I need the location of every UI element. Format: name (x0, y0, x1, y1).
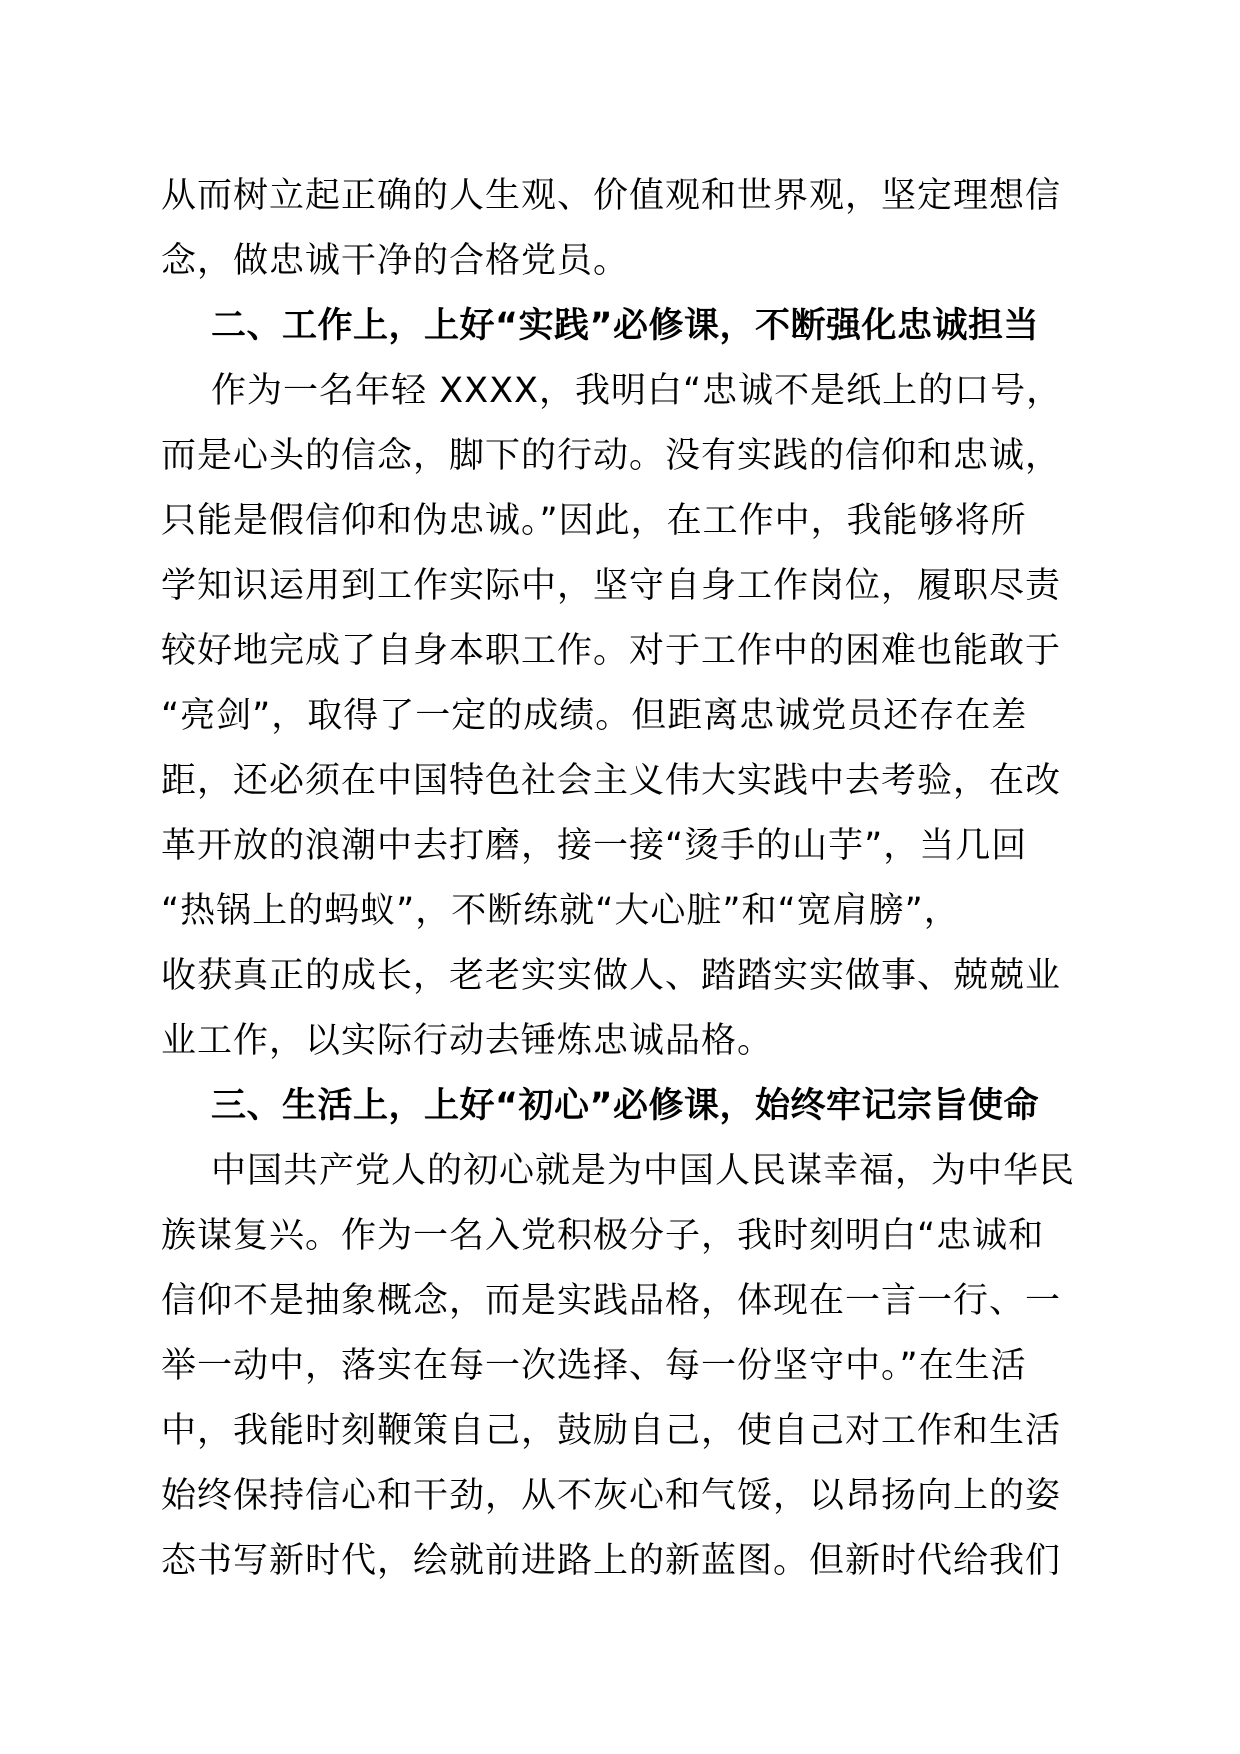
text-line: “亮剑”，取得了一定的成绩。但距离忠诚党员还存在差 (161, 696, 1028, 736)
text-line: 中，我能时刻鞭策自己，鼓励自己，使自己对工作和生活 (161, 1411, 1062, 1451)
text-line: 族谋复兴。作为一名入党积极分子，我时刻明白“忠诚和 (161, 1216, 1045, 1256)
section-heading: 二、工作上，上好“实践”必修课，不断强化忠诚担当 (211, 306, 1040, 346)
text-line: 中国共产党人的初心就是为中国人民谋幸福，为中华民 (211, 1151, 1076, 1191)
text-line: 始终保持信心和干劲，从不灰心和气馁，以昂扬向上的姿 (161, 1476, 1062, 1516)
text-line: 态书写新时代，绘就前进路上的新蓝图。但新时代给我们 (161, 1541, 1062, 1581)
text-line: 而是心头的信念，脚下的行动。没有实践的信仰和忠诚， (161, 436, 1062, 476)
text-line: 信仰不是抽象概念，而是实践品格，体现在一言一行、一 (161, 1281, 1062, 1321)
text-line: 作为一名年轻 XXXX，我明白“忠诚不是纸上的口号， (211, 371, 1063, 411)
text-line: 只能是假信仰和伪忠诚。”因此，在工作中，我能够将所 (161, 501, 1027, 541)
text-line: 革开放的浪潮中去打磨，接一接“烫手的山芋”，当几回 (161, 826, 1028, 866)
text-line: 距，还必须在中国特色社会主义伟大实践中去考验，在改 (161, 761, 1062, 801)
text-line: “热锅上的蚂蚁”，不断练就“大心脏”和“宽肩膀”， (161, 891, 960, 931)
text-line: 较好地完成了自身本职工作。对于工作中的困难也能敢于 (161, 631, 1062, 671)
text-line: 业工作，以实际行动去锤炼忠诚品格。 (161, 1021, 774, 1061)
section-heading: 三、生活上，上好“初心”必修课，始终牢记宗旨使命 (211, 1086, 1040, 1126)
text-line: 念，做忠诚干净的合格党员。 (161, 241, 630, 281)
document-page (161, 164, 1091, 1594)
text-line: 收获真正的成长，老老实实做人、踏踏实实做事、兢兢业 (161, 956, 1062, 996)
text-line: 从而树立起正确的人生观、价值观和世界观，坚定理想信 (161, 176, 1062, 216)
text-line: 举一动中，落实在每一次选择、每一份坚守中。”在生活 (161, 1346, 1027, 1386)
text-line: 学知识运用到工作实际中，坚守自身工作岗位，履职尽责 (161, 566, 1062, 606)
